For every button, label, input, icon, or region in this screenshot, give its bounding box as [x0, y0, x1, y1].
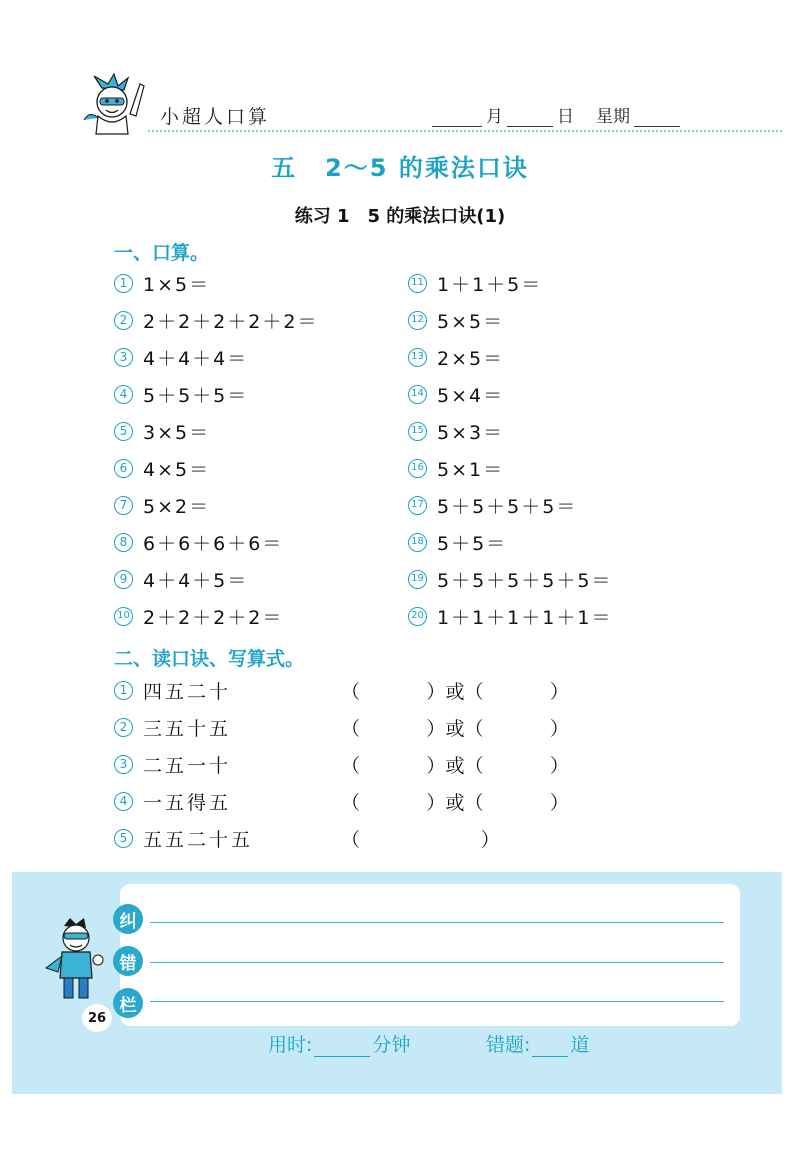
item-number-circle: 7 [114, 496, 133, 515]
or-label: 或 [445, 791, 465, 814]
math-expression: 5＋5＋5＋5＋5＝ [437, 569, 613, 592]
math-expression: 5＋5＋5＝ [143, 384, 249, 407]
mnemonic-text: 一五得五 [143, 791, 232, 814]
lesson-title [0, 202, 800, 228]
section-1-title: 一、口算。 [114, 242, 210, 264]
mental-math-item [114, 270, 210, 296]
answer-blank-1[interactable]: （ ） [341, 828, 500, 851]
mental-math-item [408, 603, 612, 629]
time-label: 用时: [268, 1034, 313, 1056]
page-header [70, 60, 720, 135]
item-number-circle: 11 [408, 274, 427, 293]
item-number-circle: 3 [114, 755, 133, 774]
item-number-circle: 12 [408, 311, 427, 330]
math-expression: 5＋5＝ [437, 532, 508, 555]
mental-math-item [114, 492, 210, 518]
item-number-circle: 5 [114, 422, 133, 441]
superhero-pointing-mascot-icon [80, 70, 150, 140]
errors-label: 错题: [486, 1034, 531, 1056]
month-label: 月 [486, 107, 503, 127]
math-expression: 2＋2＋2＋2＋2＝ [143, 310, 319, 333]
item-number-circle: 6 [114, 459, 133, 478]
item-number-circle: 2 [114, 311, 133, 330]
correction-label-3: 栏 [113, 988, 143, 1018]
answer-blank-1[interactable]: （ ） [341, 754, 446, 777]
item-number-circle: 17 [408, 496, 427, 515]
chapter-title [0, 148, 800, 183]
weekday-label: 星期 [596, 107, 630, 127]
item-number-circle: 1 [114, 681, 133, 700]
errors-unit: 道 [570, 1034, 590, 1056]
math-expression: 1×5＝ [143, 273, 211, 296]
month-blank[interactable] [432, 109, 482, 127]
item-number-circle: 9 [114, 570, 133, 589]
mental-math-item [114, 418, 210, 444]
mental-math-item [408, 381, 504, 407]
day-label: 日 [557, 107, 574, 127]
mnemonic-item [114, 825, 500, 851]
mental-math-item [408, 566, 612, 592]
section-2-title: 二、读口诀、写算式。 [114, 648, 305, 670]
math-expression: 5×1＝ [437, 458, 505, 481]
error-count [486, 1030, 589, 1057]
or-label: 或 [445, 754, 465, 777]
answer-blank-2[interactable]: （ ） [464, 754, 569, 777]
item-number-circle: 8 [114, 533, 133, 552]
mental-math-item [114, 566, 248, 592]
correction-label-2: 错 [113, 946, 143, 976]
mental-math-item [114, 529, 283, 555]
item-number-circle: 14 [408, 385, 427, 404]
correction-line-3[interactable] [150, 1001, 724, 1002]
mnemonic-item [114, 751, 569, 777]
mnemonic-text: 二五一十 [143, 754, 232, 777]
mental-math-item [408, 418, 504, 444]
item-number-circle: 15 [408, 422, 427, 441]
mental-math-item [114, 307, 318, 333]
mnemonic-text: 三五十五 [143, 717, 232, 740]
mental-math-item [408, 344, 504, 370]
math-expression: 1＋1＋1＋1＋1＝ [437, 606, 613, 629]
answer-blank-1[interactable]: （ ） [341, 680, 446, 703]
time-unit: 分钟 [372, 1034, 411, 1056]
math-expression: 4×5＝ [143, 458, 211, 481]
brand-title: 小超人口算 [160, 106, 271, 128]
chapter-name: 2～5 的乘法口诀 [325, 154, 529, 182]
mental-math-item [408, 455, 504, 481]
answer-blank-2[interactable]: （ ） [464, 680, 569, 703]
or-label: 或 [445, 717, 465, 740]
mnemonic-text: 四五二十 [143, 680, 232, 703]
or-label: 或 [445, 680, 465, 703]
mnemonic-item [114, 788, 569, 814]
math-expression: 4＋4＋4＝ [143, 347, 249, 370]
item-number-circle: 13 [408, 348, 427, 367]
correction-line-2[interactable] [150, 962, 724, 963]
math-expression: 3×5＝ [143, 421, 211, 444]
item-number-circle: 2 [114, 718, 133, 737]
time-blank[interactable] [314, 1037, 370, 1057]
item-number-circle: 18 [408, 533, 427, 552]
mnemonic-text: 五五二十五 [143, 828, 254, 851]
item-number-circle: 3 [114, 348, 133, 367]
mnemonic-item [114, 714, 569, 740]
mental-math-item [408, 529, 507, 555]
math-expression: 4＋4＋5＝ [143, 569, 249, 592]
answer-blank-1[interactable]: （ ） [341, 717, 446, 740]
mental-math-item [114, 455, 210, 481]
math-expression: 5×5＝ [437, 310, 505, 333]
math-expression: 6＋6＋6＋6＝ [143, 532, 284, 555]
item-number-circle: 4 [114, 792, 133, 811]
item-number-circle: 5 [114, 829, 133, 848]
answer-blank-2[interactable]: （ ） [464, 791, 569, 814]
weekday-blank[interactable] [634, 109, 680, 127]
page-number: 26 [82, 1004, 112, 1032]
item-number-circle: 20 [408, 607, 427, 626]
mnemonic-item [114, 677, 569, 703]
math-expression: 2＋2＋2＋2＝ [143, 606, 284, 629]
math-expression: 1＋1＋5＝ [437, 273, 543, 296]
item-number-circle: 10 [114, 607, 133, 626]
errors-blank[interactable] [532, 1037, 568, 1057]
item-number-circle: 19 [408, 570, 427, 589]
day-blank[interactable] [507, 109, 553, 127]
math-expression: 5×4＝ [437, 384, 505, 407]
lesson-label: 练习 1 [294, 206, 350, 227]
math-expression: 5＋5＋5＋5＝ [437, 495, 578, 518]
item-number-circle: 4 [114, 385, 133, 404]
correction-line-1[interactable] [150, 922, 724, 923]
item-number-circle: 16 [408, 459, 427, 478]
header-divider [148, 130, 782, 132]
time-spent [268, 1030, 410, 1057]
mental-math-item [408, 270, 542, 296]
chapter-number: 五 [271, 154, 298, 182]
answer-blank-2[interactable]: （ ） [464, 717, 569, 740]
answer-blank-1[interactable]: （ ） [341, 791, 446, 814]
math-expression: 5×2＝ [143, 495, 211, 518]
math-expression: 5×3＝ [437, 421, 505, 444]
mental-math-item [408, 307, 504, 333]
mental-math-item [114, 344, 248, 370]
correction-card [120, 884, 740, 1026]
mental-math-item [408, 492, 577, 518]
item-number-circle: 1 [114, 274, 133, 293]
mental-math-item [114, 381, 248, 407]
math-expression: 2×5＝ [437, 347, 505, 370]
date-fields [432, 102, 680, 127]
superhero-flying-mascot-icon [44, 916, 114, 1006]
correction-label-1: 纠 [113, 904, 143, 934]
mental-math-item [114, 603, 283, 629]
lesson-name: 5 的乘法口诀(1) [367, 206, 506, 227]
